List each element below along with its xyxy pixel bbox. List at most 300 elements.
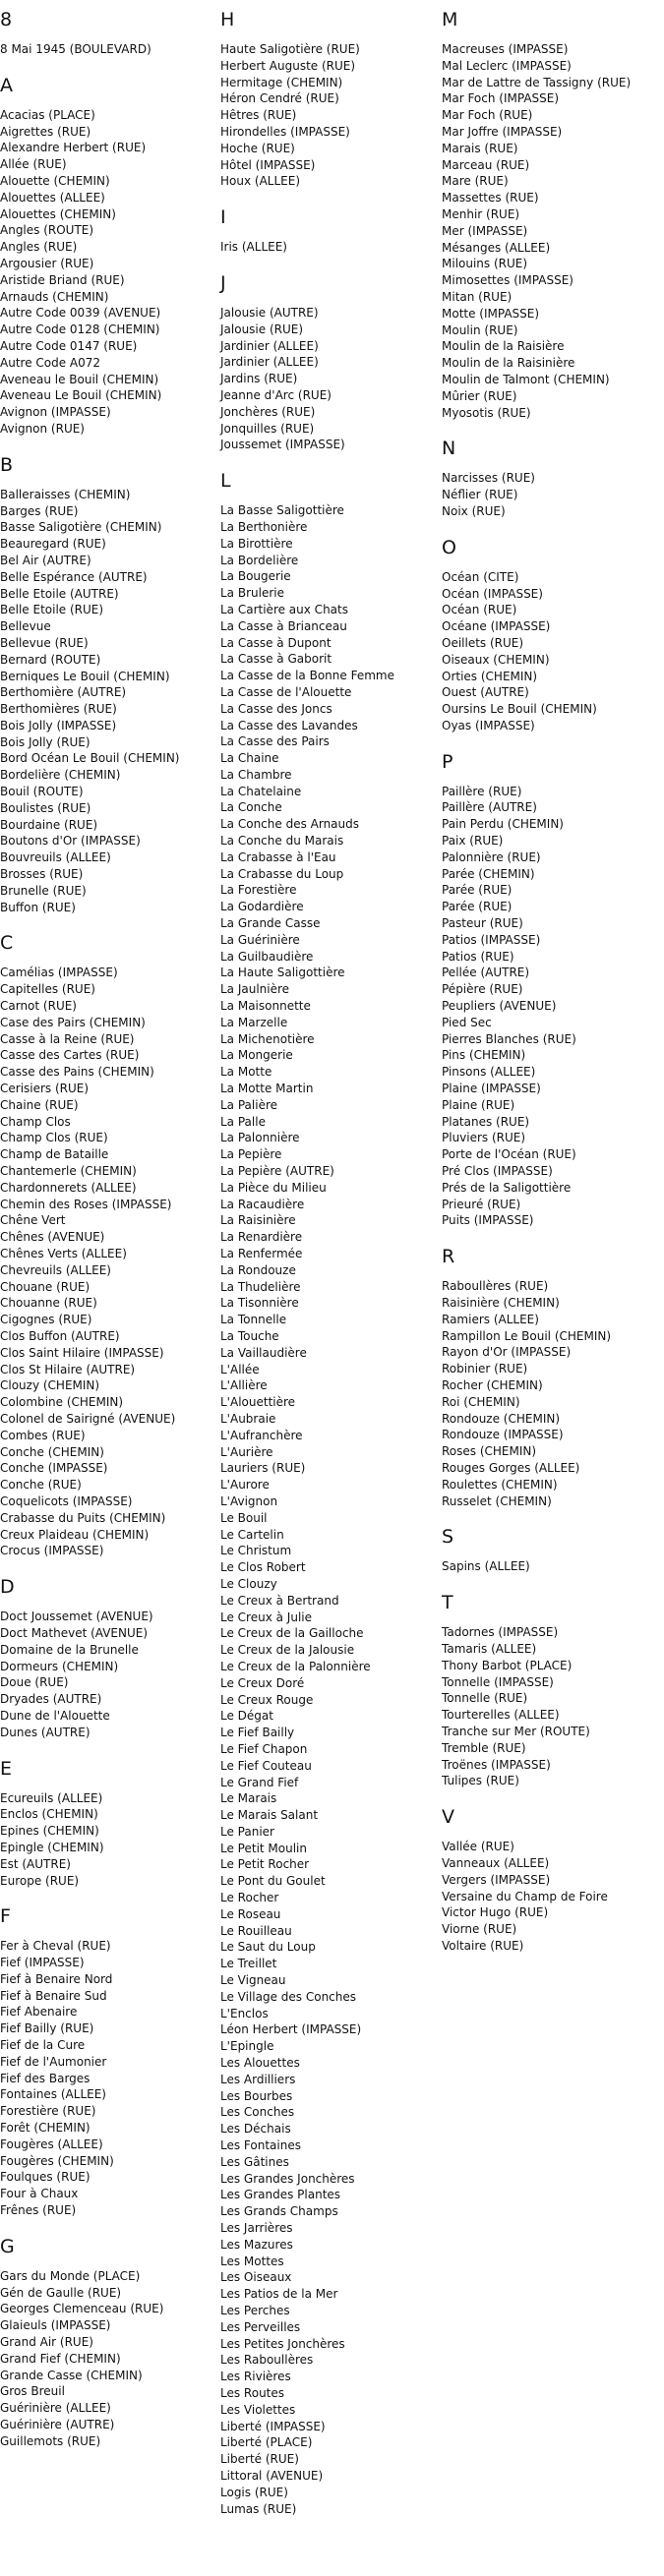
street-entry: Aristide Briand (RUE) — [0, 272, 125, 287]
street-section — [442, 1525, 653, 1575]
street-list — [442, 470, 653, 519]
street-entry: Les Raboullères — [220, 2353, 314, 2368]
street-entry: Néflier (RUE) — [442, 488, 518, 502]
street-entry: La Motte — [220, 1065, 272, 1080]
street-entry: Conche (CHEMIN) — [0, 1444, 104, 1459]
street-entry: Doue (RUE) — [0, 1675, 69, 1690]
street-entry: Noix (RUE) — [442, 503, 506, 518]
street-entry: Fief de l'Aumonier — [0, 2054, 107, 2069]
street-entry: Le Creux Rouge — [220, 1692, 314, 1707]
street-entry: 8 Mai 1945 (BOULEVARD) — [0, 42, 151, 56]
section-letter-heading: G — [0, 2235, 15, 2257]
street-entry: Pépière (RUE) — [442, 982, 523, 997]
street-entry: Domaine de la Brunelle — [0, 1642, 139, 1657]
street-entry: Champ Clos — [0, 1114, 71, 1129]
street-entry: Mimosettes (IMPASSE) — [442, 273, 573, 288]
street-entry: Oyas (IMPASSE) — [442, 718, 535, 732]
street-entry: La Renardière — [220, 1230, 303, 1245]
section-letter-heading: P — [442, 750, 453, 773]
street-entry: Guillemots (RUE) — [0, 2433, 101, 2448]
street-entry: Le Marais — [220, 1791, 277, 1806]
street-list — [0, 41, 211, 58]
street-list — [0, 1790, 211, 1890]
street-entry: Mitan (RUE) — [442, 289, 513, 304]
street-entry: Colonel de Sairigné (AVENUE) — [0, 1411, 176, 1426]
street-entry: Grande Casse (CHEMIN) — [0, 2368, 143, 2382]
street-entry: Carnot (RUE) — [0, 999, 77, 1014]
street-entry: Fief à Benaire Nord — [0, 1971, 113, 1986]
street-entry: Iris (ALLEE) — [220, 240, 287, 255]
street-entry: Les Grands Champs — [220, 2204, 338, 2219]
street-entry: Dunes (AUTRE) — [0, 1725, 91, 1739]
street-entry: Cerisiers (RUE) — [0, 1082, 90, 1096]
street-entry: Bois Jolly (IMPASSE) — [0, 718, 117, 732]
street-entry: Forestière (RUE) — [0, 2104, 96, 2119]
street-entry: Berthomières (RUE) — [0, 702, 117, 717]
street-entry: Hirondelles (IMPASSE) — [220, 124, 350, 139]
street-entry: Fief (IMPASSE) — [0, 1956, 85, 1970]
street-entry: Viorne (RUE) — [442, 1922, 517, 1937]
street-entry: La Pepière — [220, 1147, 282, 1162]
street-entry: L'Avignon — [220, 1493, 278, 1508]
street-entry: Hermitage (CHEMIN) — [220, 75, 343, 89]
street-entry: Marais (RUE) — [442, 141, 518, 155]
street-entry: L'Aurière — [220, 1444, 273, 1459]
street-entry: La Rondouze — [220, 1262, 296, 1277]
street-entry: Berthomière (AUTRE) — [0, 685, 127, 700]
street-entry: Alouettes (CHEMIN) — [0, 206, 116, 221]
street-entry: La Casse de la Bonne Femme — [220, 669, 394, 683]
street-entry: Buffon (RUE) — [0, 900, 76, 914]
street-entry: Le Rouilleau — [220, 1923, 292, 1938]
street-entry: Le Grand Fief — [220, 1775, 299, 1789]
street-entry: Le Creux de la Palonnière — [220, 1659, 371, 1673]
street-entry: Vallée (RUE) — [442, 1840, 514, 1854]
street-entry: Grand Air (RUE) — [0, 2335, 93, 2350]
street-entry: La Bougerie — [220, 569, 291, 584]
street-entry: Pain Perdu (CHEMIN) — [442, 817, 564, 832]
street-entry: Paillère (AUTRE) — [442, 800, 537, 815]
street-entry: Jonquilles (RUE) — [220, 421, 315, 436]
street-entry: La Racaudière — [220, 1197, 305, 1211]
street-entry: Coquelicots (IMPASSE) — [0, 1493, 133, 1508]
street-entry: Casse des Cartes (RUE) — [0, 1048, 140, 1063]
section-letter-heading: B — [0, 453, 14, 476]
street-list — [0, 487, 211, 916]
street-entry: Fontaines (ALLEE) — [0, 2087, 106, 2102]
street-entry: Casse des Pains (CHEMIN) — [0, 1065, 154, 1080]
street-entry: Roi (CHEMIN) — [442, 1394, 520, 1409]
street-entry: Le Creux de la Jalousie — [220, 1643, 355, 1658]
street-entry: Les Gâtines — [220, 2154, 289, 2169]
street-section — [0, 931, 211, 1559]
street-entry: Pied Sec — [442, 1015, 492, 1029]
street-entry: Le Pont du Goulet — [220, 1874, 326, 1889]
street-entry: Bernard (ROUTE) — [0, 652, 101, 667]
street-entry: L'Allée — [220, 1362, 260, 1376]
street-entry: Jardins (RUE) — [220, 372, 298, 386]
street-entry: Avignon (IMPASSE) — [0, 405, 111, 420]
street-entry: L'Epingle — [220, 2039, 274, 2054]
street-entry: Angles (RUE) — [0, 240, 78, 255]
street-entry: Boulistes (RUE) — [0, 800, 91, 815]
street-entry: Crocus (IMPASSE) — [0, 1544, 104, 1558]
street-entry: La Cartière aux Chats — [220, 602, 348, 616]
street-entry: Le Creux de la Gailloche — [220, 1626, 364, 1641]
street-entry: Mer (IMPASSE) — [442, 223, 528, 238]
street-entry: Fougères (ALLEE) — [0, 2137, 103, 2151]
street-entry: Les Fontaines — [220, 2138, 301, 2153]
street-entry: Hôtel (IMPASSE) — [220, 157, 316, 172]
street-entry: Les Perches — [220, 2304, 290, 2317]
street-entry: Dune de l'Alouette — [0, 1708, 110, 1723]
street-entry: Tamaris (ALLEE) — [442, 1641, 537, 1656]
section-letter-heading: D — [0, 1576, 15, 1599]
street-entry: Bois Jolly (RUE) — [0, 734, 91, 749]
street-entry: Orties (CHEMIN) — [442, 669, 538, 683]
street-entry: Les Violettes — [220, 2402, 296, 2417]
section-letter-heading: I — [220, 206, 226, 229]
street-entry: Foulques (RUE) — [0, 2170, 91, 2185]
street-entry: Parée (RUE) — [442, 900, 513, 914]
street-section — [220, 8, 432, 190]
street-entry: La Pièce du Milieu — [220, 1180, 327, 1195]
street-entry: Chaine (RUE) — [0, 1097, 79, 1112]
street-entry: Gén de Gaulle (RUE) — [0, 2285, 122, 2300]
street-entry: Chardonnerets (ALLEE) — [0, 1180, 137, 1195]
street-entry: La Godardière — [220, 900, 304, 914]
street-list — [442, 1624, 653, 1789]
street-entry: Hêtres (RUE) — [220, 108, 297, 123]
street-entry: Chênes Verts (ALLEE) — [0, 1247, 127, 1260]
street-entry: Les Jarrières — [220, 2221, 293, 2236]
street-entry: Palonnière (RUE) — [442, 849, 541, 864]
street-entry: Alouette (CHEMIN) — [0, 173, 110, 188]
street-entry: La Pepière (AUTRE) — [220, 1164, 334, 1179]
street-entry: Russelet (CHEMIN) — [442, 1493, 552, 1508]
section-letter-heading: F — [0, 1905, 11, 1928]
street-entry: Aveneau Le Bouil (CHEMIN) — [0, 388, 162, 403]
street-entry: Plaine (RUE) — [442, 1097, 515, 1112]
street-entry: La Marzelle — [220, 1015, 288, 1029]
street-entry: Moulin de Talmont (CHEMIN) — [442, 372, 610, 386]
street-entry: Le Clos Robert — [220, 1560, 306, 1575]
street-entry: Myosotis (RUE) — [442, 405, 531, 420]
street-entry: Mar de Lattre de Tassigny (RUE) — [442, 75, 632, 89]
street-entry: Le Creux à Bertrand — [220, 1593, 339, 1608]
street-entry: Logis (RUE) — [220, 2485, 288, 2499]
street-entry: Belle Etoile (RUE) — [0, 603, 104, 617]
street-section — [442, 1805, 653, 1955]
street-entry: Le Village des Conches — [220, 1989, 357, 2004]
street-list — [0, 1938, 211, 2219]
section-letter-heading: C — [0, 932, 14, 955]
street-entry: Autre Code 0147 (RUE) — [0, 338, 138, 353]
street-entry: Les Rivières — [220, 2370, 291, 2384]
street-entry: Victor Hugo (RUE) — [442, 1905, 549, 1920]
street-entry: Liberté (IMPASSE) — [220, 2419, 326, 2433]
street-entry: Dormeurs (CHEMIN) — [0, 1659, 119, 1673]
street-entry: Le Dégat — [220, 1709, 273, 1724]
street-entry: Le Cartelin — [220, 1527, 284, 1542]
street-entry: Puits (IMPASSE) — [442, 1213, 534, 1228]
street-entry: La Conche des Arnauds — [220, 817, 360, 832]
street-entry: Moulin de la Raisinière — [442, 356, 575, 371]
street-entry: Rondouze (IMPASSE) — [442, 1428, 564, 1442]
street-entry: Alexandre Herbert (RUE) — [0, 141, 147, 155]
street-entry: Fief de la Cure — [0, 2038, 86, 2053]
street-entry: Fougères (CHEMIN) — [0, 2153, 114, 2168]
street-entry: Les Mazures — [220, 2237, 293, 2252]
street-entry: La Bordelière — [220, 553, 299, 567]
street-entry: Forêt (CHEMIN) — [0, 2121, 91, 2136]
street-entry: Lumas (RUE) — [220, 2501, 297, 2516]
street-list — [442, 784, 653, 1230]
section-letter-heading: R — [442, 1246, 455, 1268]
street-entry: Arnauds (CHEMIN) — [0, 289, 109, 304]
street-entry: Haute Saligotière (RUE) — [220, 42, 360, 56]
section-letter-heading: J — [220, 271, 226, 294]
street-entry: Océan (IMPASSE) — [442, 586, 543, 601]
street-entry: La Casse de l'Alouette — [220, 684, 352, 699]
street-entry: Jardinier (ALLEE) — [220, 338, 319, 353]
section-letter-heading: N — [442, 438, 456, 460]
street-entry: Georges Clemenceau (RUE) — [0, 2302, 164, 2316]
street-entry: Le Bouil — [220, 1510, 268, 1525]
street-entry: Le Fief Couteau — [220, 1758, 312, 1773]
street-entry: Hoche (RUE) — [220, 141, 295, 155]
street-entry: Conche (IMPASSE) — [0, 1461, 108, 1476]
street-entry: La Jaulnière — [220, 982, 290, 997]
street-entry: Bellevue — [0, 619, 51, 634]
street-entry: Doct Joussemet (AVENUE) — [0, 1610, 153, 1624]
street-entry: Océane (IMPASSE) — [442, 619, 551, 634]
street-entry: La Chaine — [220, 751, 279, 766]
street-entry: Ramiers (ALLEE) — [442, 1312, 539, 1326]
street-entry: La Tisonnière — [220, 1296, 299, 1311]
street-entry: Bordelière (CHEMIN) — [0, 768, 121, 783]
street-entry: Milouins (RUE) — [442, 257, 528, 271]
street-entry: Les Grandes Jonchères — [220, 2171, 355, 2186]
street-entry: La Tonnelle — [220, 1313, 287, 1327]
street-list — [220, 41, 432, 190]
street-entry: Aigrettes (RUE) — [0, 124, 91, 139]
street-list — [0, 2268, 211, 2450]
street-entry: Chêne Vert — [0, 1213, 66, 1228]
street-entry: Tonnelle (RUE) — [442, 1691, 528, 1706]
street-entry: Frênes (RUE) — [0, 2203, 77, 2218]
street-entry: Colombine (CHEMIN) — [0, 1395, 124, 1410]
street-entry: Les Routes — [220, 2385, 285, 2400]
street-entry: Jeanne d'Arc (RUE) — [220, 387, 332, 402]
street-entry: Creux Plaideau (CHEMIN) — [0, 1527, 150, 1542]
street-entry: Rondouze (CHEMIN) — [442, 1411, 561, 1426]
street-list — [0, 1609, 211, 1740]
street-entry: Cigognes (RUE) — [0, 1313, 92, 1327]
street-entry: L'Alouettière — [220, 1395, 296, 1410]
street-list — [0, 107, 211, 438]
street-entry: Peupliers (AVENUE) — [442, 999, 557, 1014]
street-entry: Clos Saint Hilaire (IMPASSE) — [0, 1345, 164, 1360]
street-entry: Rouges Gorges (ALLEE) — [442, 1460, 580, 1475]
street-entry: La Renfermée — [220, 1247, 303, 1260]
street-entry: Oiseaux (CHEMIN) — [442, 652, 550, 667]
street-entry: Fer à Cheval (RUE) — [0, 1939, 111, 1954]
section-letter-heading: 8 — [0, 9, 13, 30]
street-entry: Autre Code 0128 (CHEMIN) — [0, 322, 160, 337]
street-list — [442, 1839, 653, 1955]
street-entry: Raisinière (CHEMIN) — [442, 1296, 560, 1310]
street-entry: Les Conches — [220, 2105, 295, 2120]
street-entry: Pluviers (RUE) — [442, 1131, 526, 1145]
street-entry: Vergers (IMPASSE) — [442, 1872, 551, 1887]
street-entry: Les Ardilliers — [220, 2072, 296, 2086]
street-entry: Brosses (RUE) — [0, 867, 84, 882]
street-entry: Moulin de la Raisière — [442, 339, 565, 354]
street-entry: Chênes (AVENUE) — [0, 1230, 105, 1245]
section-letter-heading: T — [442, 1592, 453, 1614]
street-entry: Ouest (AUTRE) — [442, 685, 529, 700]
street-entry: Voltaire (RUE) — [442, 1938, 524, 1953]
street-entry: Acacias (PLACE) — [0, 107, 95, 122]
street-entry: Autre Code 0039 (AVENUE) — [0, 306, 161, 321]
street-entry: Versaine du Champ de Foire — [442, 1889, 608, 1903]
street-entry: La Casse des Lavandes — [220, 718, 358, 732]
street-entry: Tranche sur Mer (ROUTE) — [442, 1724, 590, 1738]
street-entry: Argousier (RUE) — [0, 256, 94, 270]
street-entry: La Raisinière — [220, 1213, 296, 1228]
street-entry: Bellevue (RUE) — [0, 635, 89, 650]
street-entry: Gars du Monde (PLACE) — [0, 2268, 141, 2283]
street-entry: L'Aufranchère — [220, 1428, 303, 1442]
street-entry: Roses (CHEMIN) — [442, 1444, 537, 1459]
street-section — [0, 453, 211, 916]
street-entry: Motte (IMPASSE) — [442, 306, 540, 321]
street-entry: Moulin (RUE) — [442, 322, 518, 337]
street-entry: Patios (RUE) — [442, 949, 514, 964]
street-entry: Pierres Blanches (RUE) — [442, 1031, 576, 1046]
street-entry: Jardinier (ALLEE) — [220, 355, 319, 370]
street-entry: L'Aurore — [220, 1478, 270, 1493]
street-entry: Tremble (RUE) — [442, 1740, 526, 1755]
street-entry: Basse Saligotière (CHEMIN) — [0, 520, 162, 535]
street-entry: Fief des Barges — [0, 2071, 91, 2085]
street-entry: Pellée (AUTRE) — [442, 966, 530, 980]
street-entry: La Berthonière — [220, 519, 308, 534]
street-entry: Les Alouettes — [220, 2056, 300, 2071]
street-entry: Les Patios de la Mer — [220, 2287, 338, 2302]
street-entry: Le Fief Bailly — [220, 1726, 295, 1740]
street-entry: La Haute Saligottière — [220, 966, 345, 980]
street-entry: La Brulerie — [220, 586, 284, 601]
street-entry: La Thudelière — [220, 1279, 301, 1294]
street-entry: Le Creux à Julie — [220, 1610, 312, 1624]
street-entry: Boutons d'Or (IMPASSE) — [0, 834, 141, 849]
street-entry: Bouvreuils (ALLEE) — [0, 850, 111, 865]
street-section — [0, 1757, 211, 1890]
street-entry: Chouanne (RUE) — [0, 1296, 97, 1311]
street-section — [442, 8, 653, 421]
section-letter-heading: M — [442, 9, 458, 30]
street-entry: Paix (RUE) — [442, 834, 504, 849]
column-3 — [442, 8, 653, 1970]
street-entry: Pré Clos (IMPASSE) — [442, 1164, 553, 1179]
street-entry: Les Perveilles — [220, 2319, 301, 2334]
street-entry: Massettes (RUE) — [442, 191, 539, 205]
section-letter-heading: O — [442, 536, 456, 558]
street-entry: Mar Joffre (IMPASSE) — [442, 124, 563, 139]
street-section — [442, 437, 653, 519]
street-entry: Le Marais Salant — [220, 1808, 319, 1823]
street-entry: Jalousie (AUTRE) — [220, 305, 319, 320]
street-entry: Guérinière (ALLEE) — [0, 2401, 111, 2416]
street-entry: Glaieuls (IMPASSE) — [0, 2318, 111, 2333]
street-list — [220, 239, 432, 256]
street-entry: Jonchères (RUE) — [220, 404, 316, 419]
street-entry: Bel Air (AUTRE) — [0, 553, 91, 567]
street-entry: Belle Espérance (AUTRE) — [0, 569, 148, 584]
street-entry: Parée (RUE) — [442, 883, 513, 898]
street-entry: Chevreuils (ALLEE) — [0, 1262, 111, 1277]
street-list — [220, 502, 432, 2517]
street-list — [0, 965, 211, 1559]
street-entry: L'Allière — [220, 1378, 268, 1393]
street-entry: Robinier (RUE) — [442, 1362, 528, 1376]
street-entry: Porte de l'Océan (RUE) — [442, 1147, 576, 1162]
street-entry: Fief à Benaire Sud — [0, 1988, 107, 2003]
street-entry: Epines (CHEMIN) — [0, 1824, 99, 1839]
street-entry: Les Oiseaux — [220, 2270, 292, 2285]
section-letter-heading: H — [220, 9, 235, 30]
street-entry: Clos St Hilaire (AUTRE) — [0, 1362, 136, 1376]
street-entry: Fief Abenaire — [0, 2005, 78, 2020]
section-letter-heading: L — [220, 470, 231, 493]
street-entry: Le Panier — [220, 1824, 274, 1839]
street-entry: La Casse à Dupont — [220, 635, 332, 650]
street-list — [442, 41, 653, 421]
street-entry: Prieuré (RUE) — [442, 1197, 521, 1211]
street-entry: La Palle — [220, 1114, 266, 1129]
street-entry: Crabasse du Puits (CHEMIN) — [0, 1510, 166, 1525]
street-entry: Le Vigneau — [220, 1973, 286, 1988]
street-entry: Le Fief Chapon — [220, 1741, 308, 1756]
street-entry: Le Christum — [220, 1544, 292, 1558]
street-entry: Héron Cendré (RUE) — [220, 91, 339, 106]
street-entry: Platanes (RUE) — [442, 1114, 530, 1129]
street-entry: Lauriers (RUE) — [220, 1461, 306, 1476]
street-entry: Bouil (ROUTE) — [0, 785, 84, 799]
street-section — [220, 469, 432, 2517]
street-section — [0, 1904, 211, 2219]
street-section — [442, 750, 653, 1230]
street-entry: Les Petites Jonchères — [220, 2336, 345, 2351]
street-entry: Le Creux Doré — [220, 1675, 305, 1690]
section-letter-heading: S — [442, 1526, 454, 1549]
street-entry: Prés de la Saligottière — [442, 1180, 572, 1195]
street-entry: Pasteur (RUE) — [442, 916, 523, 931]
street-entry: Gros Breuil — [0, 2384, 65, 2399]
street-entry: Alouettes (ALLEE) — [0, 190, 105, 205]
street-entry: Parée (CHEMIN) — [442, 866, 535, 881]
street-entry: Jalousie (RUE) — [220, 322, 304, 336]
street-entry: Patios (IMPASSE) — [442, 932, 541, 947]
street-entry: Barges (RUE) — [0, 503, 79, 518]
street-entry: Tadornes (IMPASSE) — [442, 1625, 559, 1640]
street-entry: Champ Clos (RUE) — [0, 1131, 108, 1145]
street-entry: Doct Mathevet (AVENUE) — [0, 1625, 149, 1640]
street-list — [442, 569, 653, 734]
street-entry: La Palonnière — [220, 1131, 300, 1145]
